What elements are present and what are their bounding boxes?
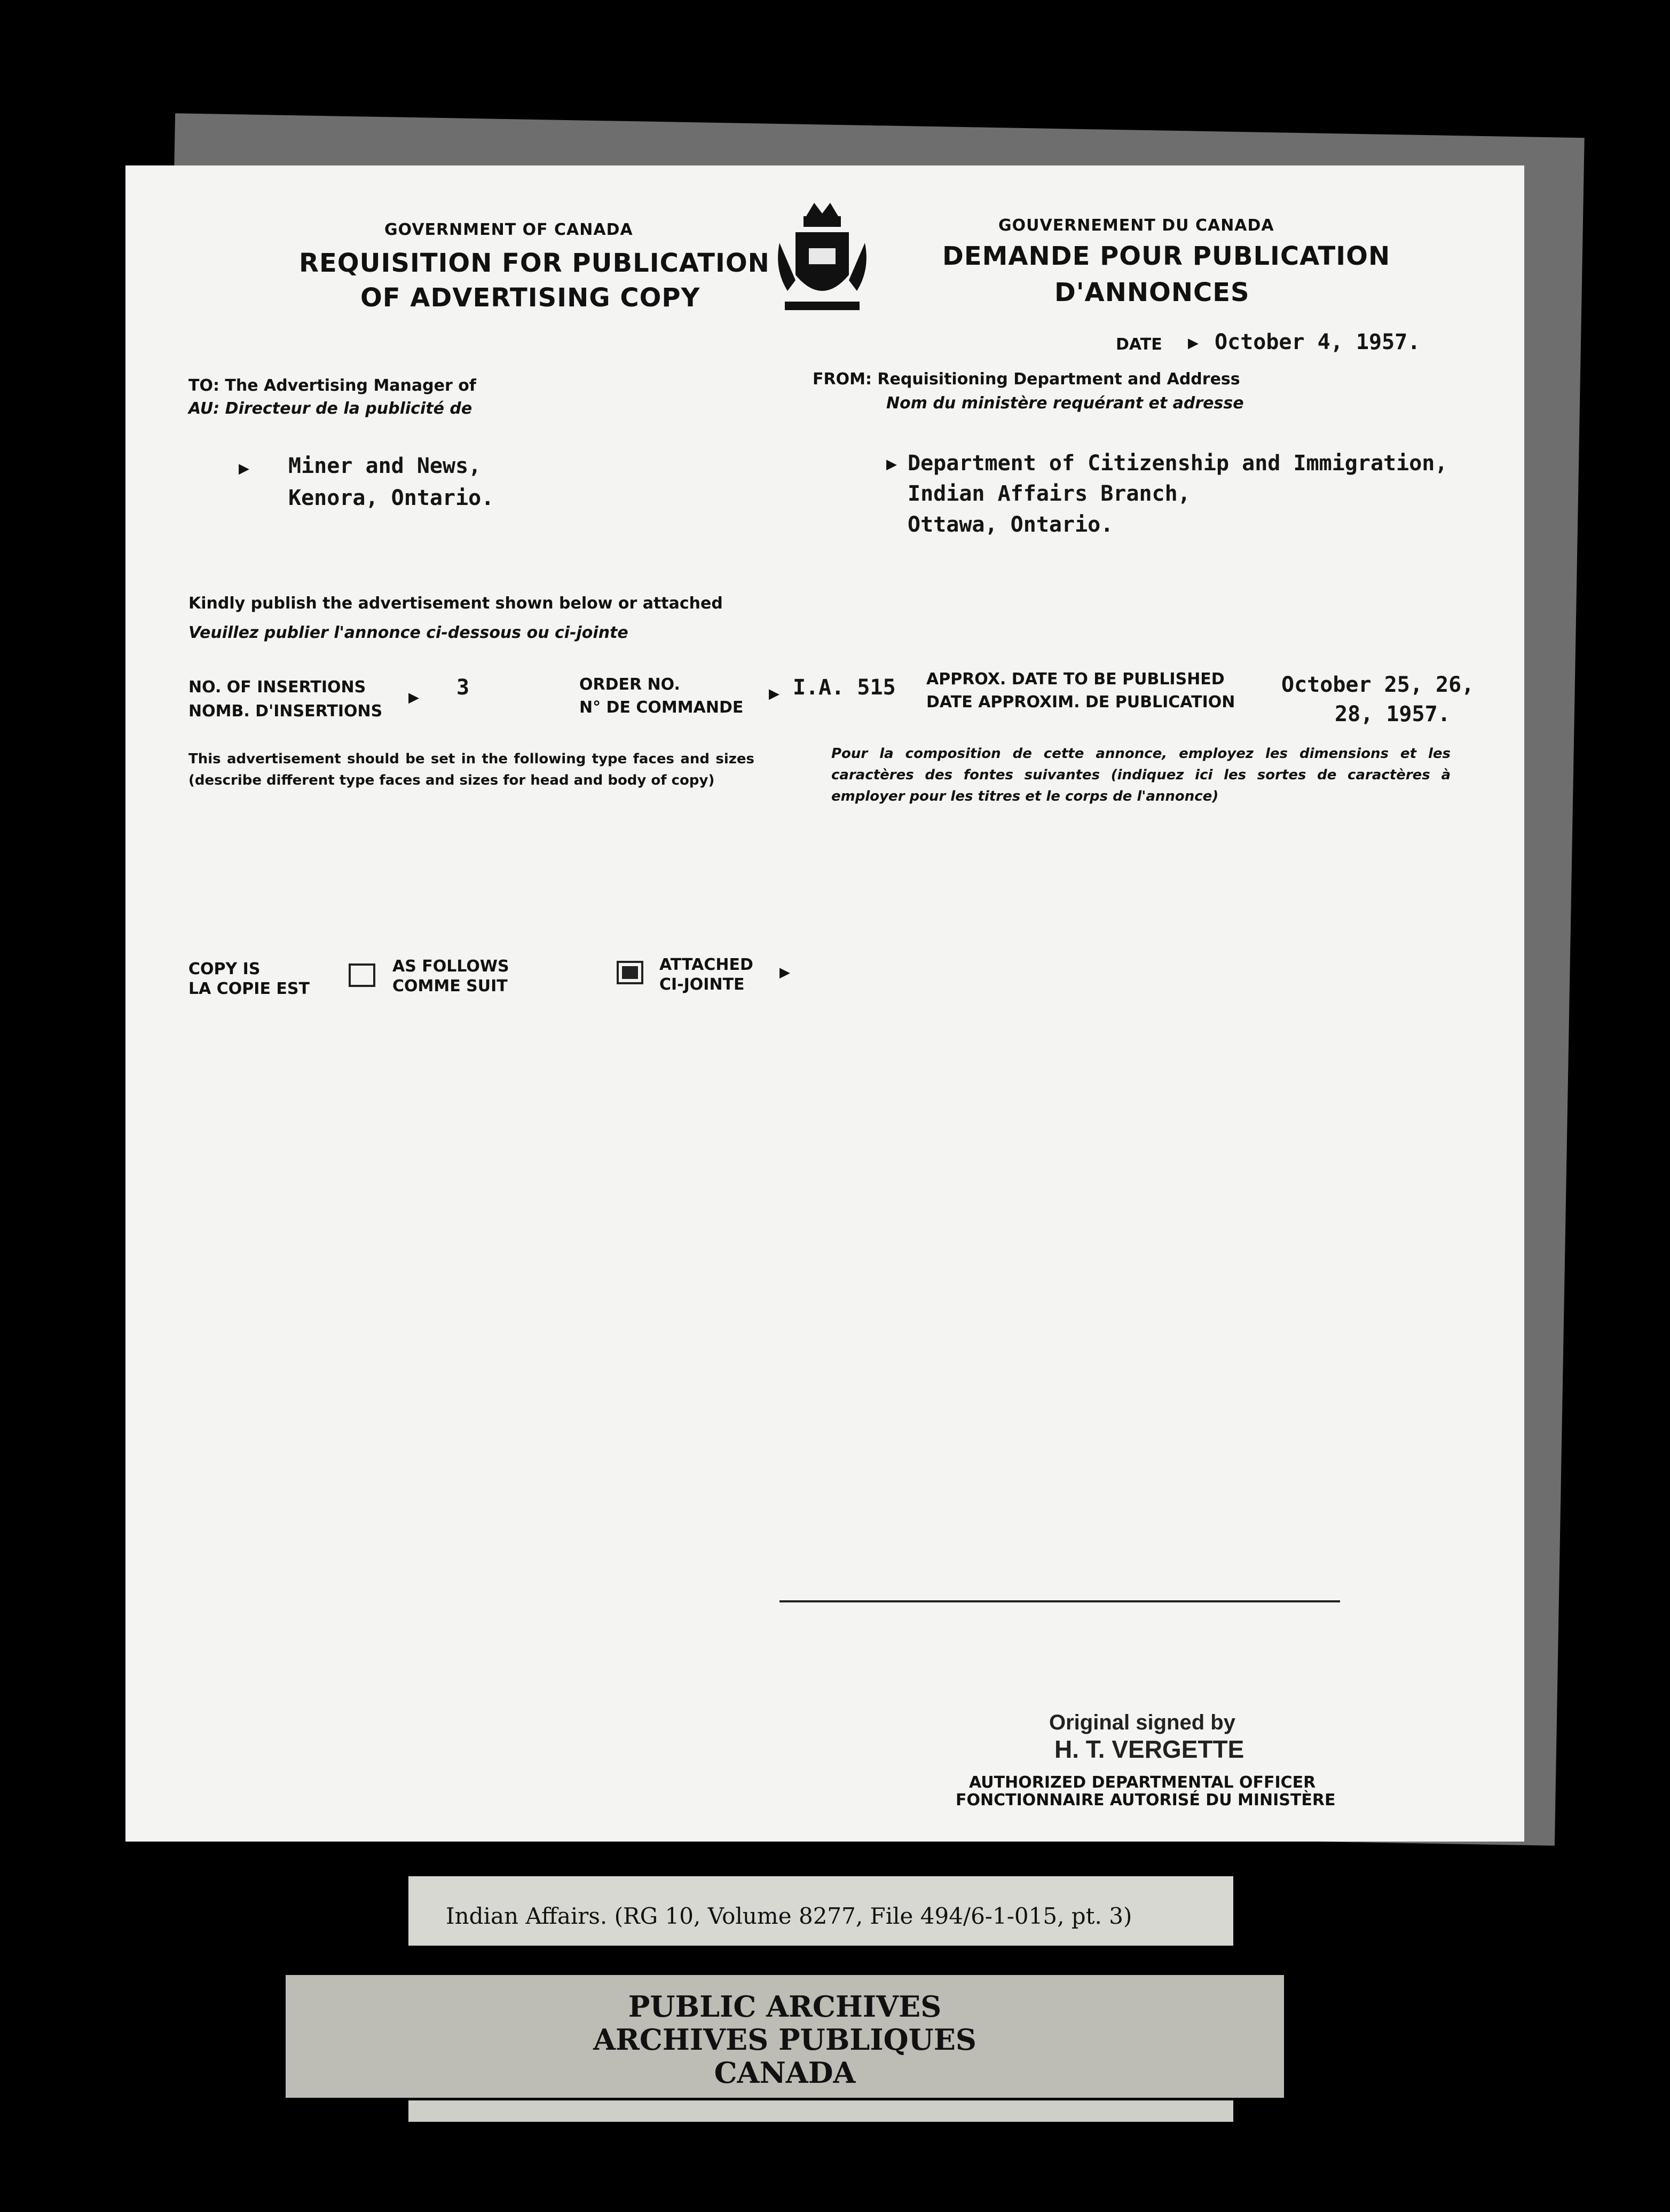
kindly-publish-fr: Veuillez publier l'annonce ci-dessous ou ci-jointe: [188, 623, 628, 642]
en-government-heading: GOVERNMENT OF CANADA: [384, 220, 633, 239]
copy-label-en: COPY IS: [188, 960, 261, 978]
signature-stamp-line2: H. T. VERGETTE: [1054, 1735, 1244, 1763]
order-arrow-icon: ▶: [769, 686, 779, 702]
fr-title-line1: DEMANDE POUR PUBLICATION: [942, 241, 1391, 271]
authorized-officer-label-en: AUTHORIZED DEPARTMENTAL OFFICER: [969, 1773, 1316, 1792]
order-value: I.A. 515: [793, 675, 896, 700]
archive-reference: Indian Affairs. (RG 10, Volume 8277, File 494/6-1-015, pt. 3): [446, 1903, 1132, 1929]
fr-government-heading: GOUVERNEMENT DU CANADA: [998, 216, 1274, 235]
authorized-officer-label-fr: FONCTIONNAIRE AUTORISÉ DU MINISTÈRE: [956, 1791, 1336, 1810]
as-follows-label-fr: COMME SUIT: [392, 977, 508, 996]
insertions-label-en: NO. OF INSERTIONS: [188, 678, 366, 697]
date-label: DATE: [1116, 335, 1162, 354]
archive-stamp-line3: CANADA: [714, 2056, 856, 2090]
order-label-fr: N° DE COMMANDE: [579, 698, 744, 717]
archive-stamp-line1: PUBLIC ARCHIVES: [628, 1989, 942, 2024]
from-address-line1: Department of Citizenship and Immigration,: [908, 451, 1448, 476]
fr-title-line2: D'ANNONCES: [1054, 278, 1250, 307]
type-instructions-fr: Pour la composition de cette annonce, employez les dimensions et les caractères des fontes suivantes (indiquez ici les sortes de caractères à employer pour les titres et le corps de l'annonce): [831, 746, 1451, 804]
attached-label-fr: CI-JOINTE: [659, 975, 745, 994]
to-arrow-icon: ▶: [239, 461, 249, 477]
to-label-fr: AU: Directeur de la publicité de: [188, 399, 472, 418]
requisition-form: [125, 165, 1524, 1842]
en-title-line1: REQUISITION FOR PUBLICATION: [299, 248, 770, 278]
insertions-arrow-icon: ▶: [408, 690, 419, 706]
from-label-fr: Nom du ministère requérant et adresse: [886, 394, 1244, 413]
insertions-label-fr: NOMB. D'INSERTIONS: [188, 702, 383, 721]
archive-reference-strip: [408, 1876, 1233, 1946]
date-arrow-icon: ▶: [1188, 335, 1199, 351]
archive-stamp-line2: ARCHIVES PUBLIQUES: [593, 2023, 976, 2057]
as-follows-label-en: AS FOLLOWS: [392, 957, 509, 976]
from-label-en: FROM: Requisitioning Department and Address: [813, 370, 1240, 389]
copy-label-fr: LA COPIE EST: [188, 979, 310, 998]
signature-stamp-line1: Original signed by: [1049, 1711, 1235, 1734]
publish-date-label-en: APPROX. DATE TO BE PUBLISHED: [926, 670, 1225, 689]
attached-label-en: ATTACHED: [659, 955, 753, 974]
attached-checkbox[interactable]: [617, 961, 643, 984]
coat-of-arms-icon: [774, 200, 870, 323]
attached-arrow-icon: ▶: [779, 965, 790, 981]
type-instructions-en: This advertisement should be set in the following type faces and sizes (describe different type faces and sizes for head and body of copy): [188, 751, 754, 788]
publish-date-label-fr: DATE APPROXIM. DE PUBLICATION: [926, 693, 1235, 712]
from-arrow-icon: ▶: [886, 456, 897, 472]
order-label-en: ORDER NO.: [579, 675, 680, 694]
insertions-value: 3: [456, 675, 470, 700]
from-address-line3: Ottawa, Ontario.: [908, 512, 1114, 537]
to-address-line1: Miner and News,: [288, 454, 482, 478]
kindly-publish-en: Kindly publish the advertisement shown below or attached: [188, 594, 723, 613]
publish-date-value-line2: 28, 1957.: [1335, 702, 1451, 726]
to-label-en: TO: The Advertising Manager of: [188, 376, 476, 395]
en-title-line2: OF ADVERTISING COPY: [360, 283, 700, 313]
to-address-line2: Kenora, Ontario.: [288, 486, 494, 510]
date-value: October 4, 1957.: [1215, 330, 1421, 354]
as-follows-checkbox[interactable]: [349, 963, 375, 987]
signature-line: [779, 1600, 1340, 1602]
archive-stamp-strip: [286, 1975, 1284, 2098]
publish-date-value-line1: October 25, 26,: [1281, 673, 1475, 697]
from-address-line2: Indian Affairs Branch,: [908, 481, 1191, 506]
archive-strip-edge: [408, 2100, 1233, 2122]
